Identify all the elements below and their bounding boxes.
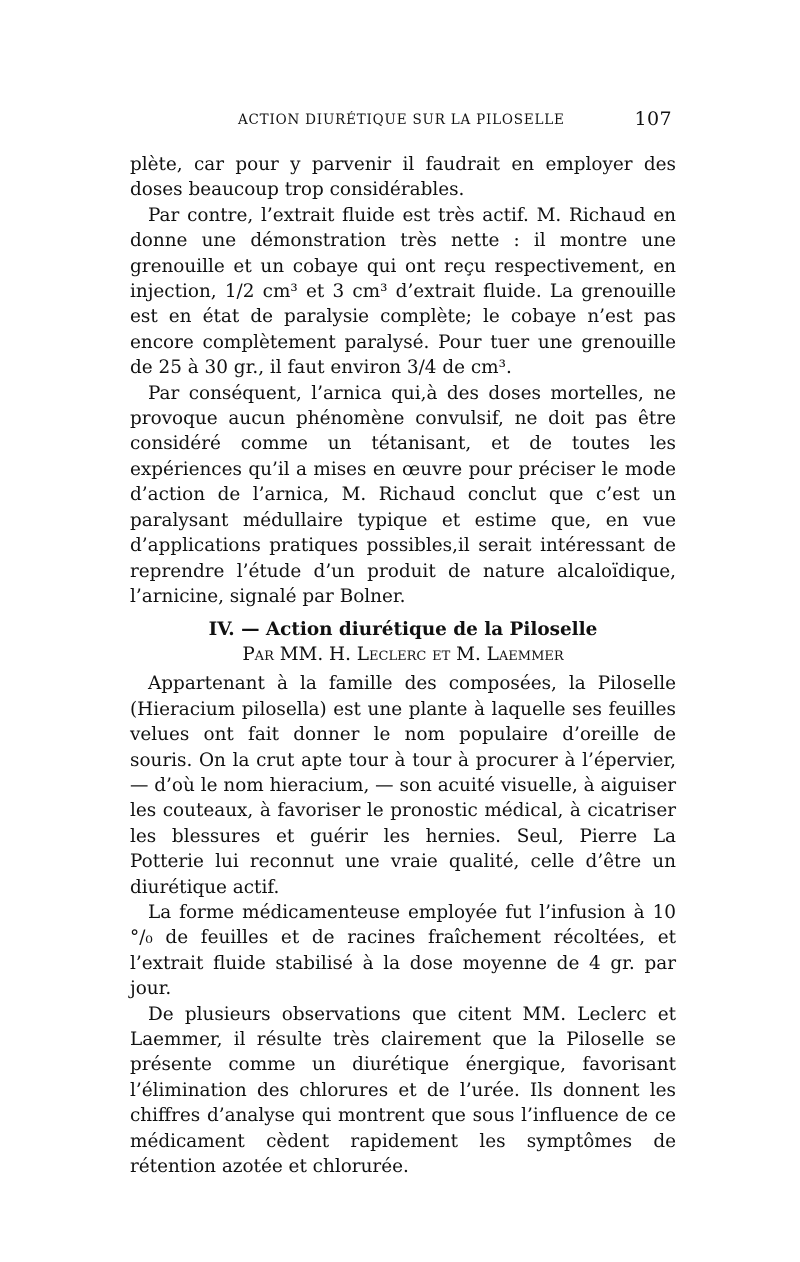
paragraph-conclusion-arnica: Par conséquent, l’arnica qui,à des doses mortelles, ne provoque aucun phénomène convulsif, ne doit pas être considéré comme un tétanisant, et de toutes les expériences qu’il a mises en œuvre pour préciser le mode d’action de l’arnica, M. Richaud conclut que c’est un paralysant médullaire typique et estime que, en vue d’applications pratiques possibles,il serait intéressant de reprendre l’étude d’un produit de nature alcaloïdique, l’arnicine, signalé par Bolner. [130, 382, 676, 607]
running-title: ACTION DIURÉTIQUE SUR LA PILOSELLE [238, 112, 565, 128]
paragraph-forme-medicamenteuse: La forme médicamenteuse employée fut l’infusion à 10 °/₀ de feuilles et de racines fraîchement récoltées, et l’extrait fluide stabilisé à la dose moyenne de 4 gr. par jour. [130, 901, 676, 1000]
paragraph-piloselle-description: Appartenant à la famille des composées, la Piloselle (Hieracium pilosella) est une plante à laquelle ses feuilles velues ont fait donner le nom populaire d’oreille de souris. On la crut apte tour à tour à procurer à l’épervier, — d’où le nom hieracium, — son acuité visuelle, à aiguiser les couteaux, à favoriser le pronostic médical, à cicatriser les blessures et guérir les hernies. Seul, Pierre La Potterie lui reconnut une vraie qualité, celle d’être un diurétique actif. [130, 673, 676, 898]
paragraph-extrait-fluide: Par contre, l’extrait fluide est très actif. M. Richaud en donne une démonstration très nette : il montre une grenouille et un cobaye qui ont reçu respectivement, en injection, 1/2 cm³ et 3 cm³ d’extrait fluide. La grenouille est en état de paralysie complète; le cobaye n’est pas encore complètement paralysé. Pour tuer une grenouille de 25 à 30 gr., il faut environ 3/4 de cm³. [130, 204, 676, 379]
section-heading: IV. — Action diurétique de la Piloselle [208, 619, 598, 641]
section-break [130, 609, 676, 613]
book-page [130, 106, 676, 1179]
section-authors: Par MM. H. Leclerc et M. Laemmer [242, 644, 564, 666]
page-number: 107 [634, 108, 672, 130]
body-text [130, 152, 676, 1179]
paragraph-continuation: plète, car pour y parvenir il faudrait en employer des doses beaucoup trop considérables. [130, 154, 676, 201]
paragraph-observations: De plusieurs observations que citent MM. Leclerc et Laemmer, il résulte très clairement que la Piloselle se présente comme un diurétique énergique, favorisant l’élimination des chlorures et de l’urée. Ils donnent les chiffres d’analyse qui montrent que sous l’influence de ce médicament cèdent rapidement les symptômes de rétention azotée et chlorurée. [130, 1003, 676, 1178]
running-head [130, 106, 676, 134]
